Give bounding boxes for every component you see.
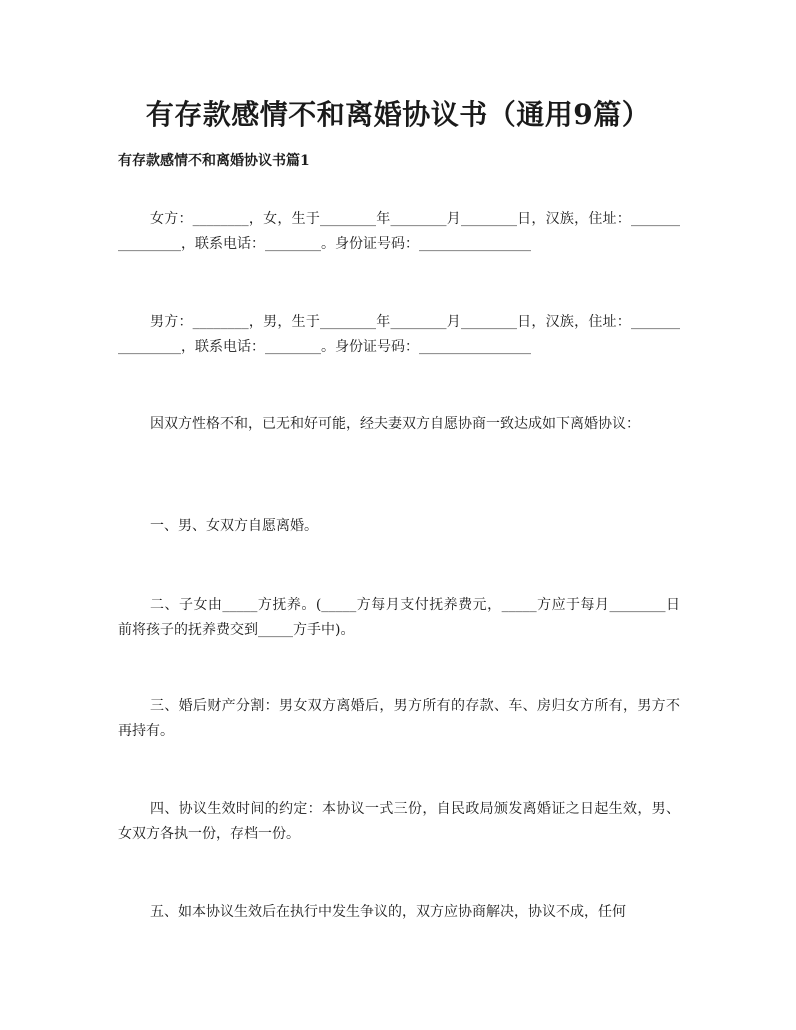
section-title: 有存款感情不和离婚协议书篇1 xyxy=(118,153,310,169)
paragraph-female-party-info: 女方：________，女，生于________年________月________日，汉族，住址：________________，联系电话：________。身份证号码：________________ xyxy=(118,211,680,252)
document-title: 有存款感情不和离婚协议书（通用9篇） xyxy=(145,98,651,131)
paragraph-agreement-intro: 因双方性格不和，已无和好可能，经夫妻双方自愿协商一致达成如下离婚协议： xyxy=(150,416,640,432)
clause-3-property-division: 三、婚后财产分割：男女双方离婚后，男方所有的存款、车、房归女方所有，男方不再持有。 xyxy=(118,698,680,739)
paragraph-male-party-info: 男方：________，男，生于________年________月________日，汉族，住址：________________，联系电话：________。身份证号码：________________ xyxy=(118,314,680,355)
clause-1-divorce: 一、男、女双方自愿离婚。 xyxy=(150,518,318,534)
clause-2-child-custody: 二、子女由_____方抚养。(_____方每月支付抚养费元，_____方应于每月________日前将孩子的抚养费交到_____方手中)。 xyxy=(118,597,680,638)
clause-4-effective-date: 四、协议生效时间的约定：本协议一式三份，自民政局颁发离婚证之日起生效，男、女双方各执一份，存档一份。 xyxy=(118,801,680,842)
clause-5-dispute-resolution: 五、如本协议生效后在执行中发生争议的，双方应协商解决，协议不成，任何 xyxy=(150,904,626,920)
